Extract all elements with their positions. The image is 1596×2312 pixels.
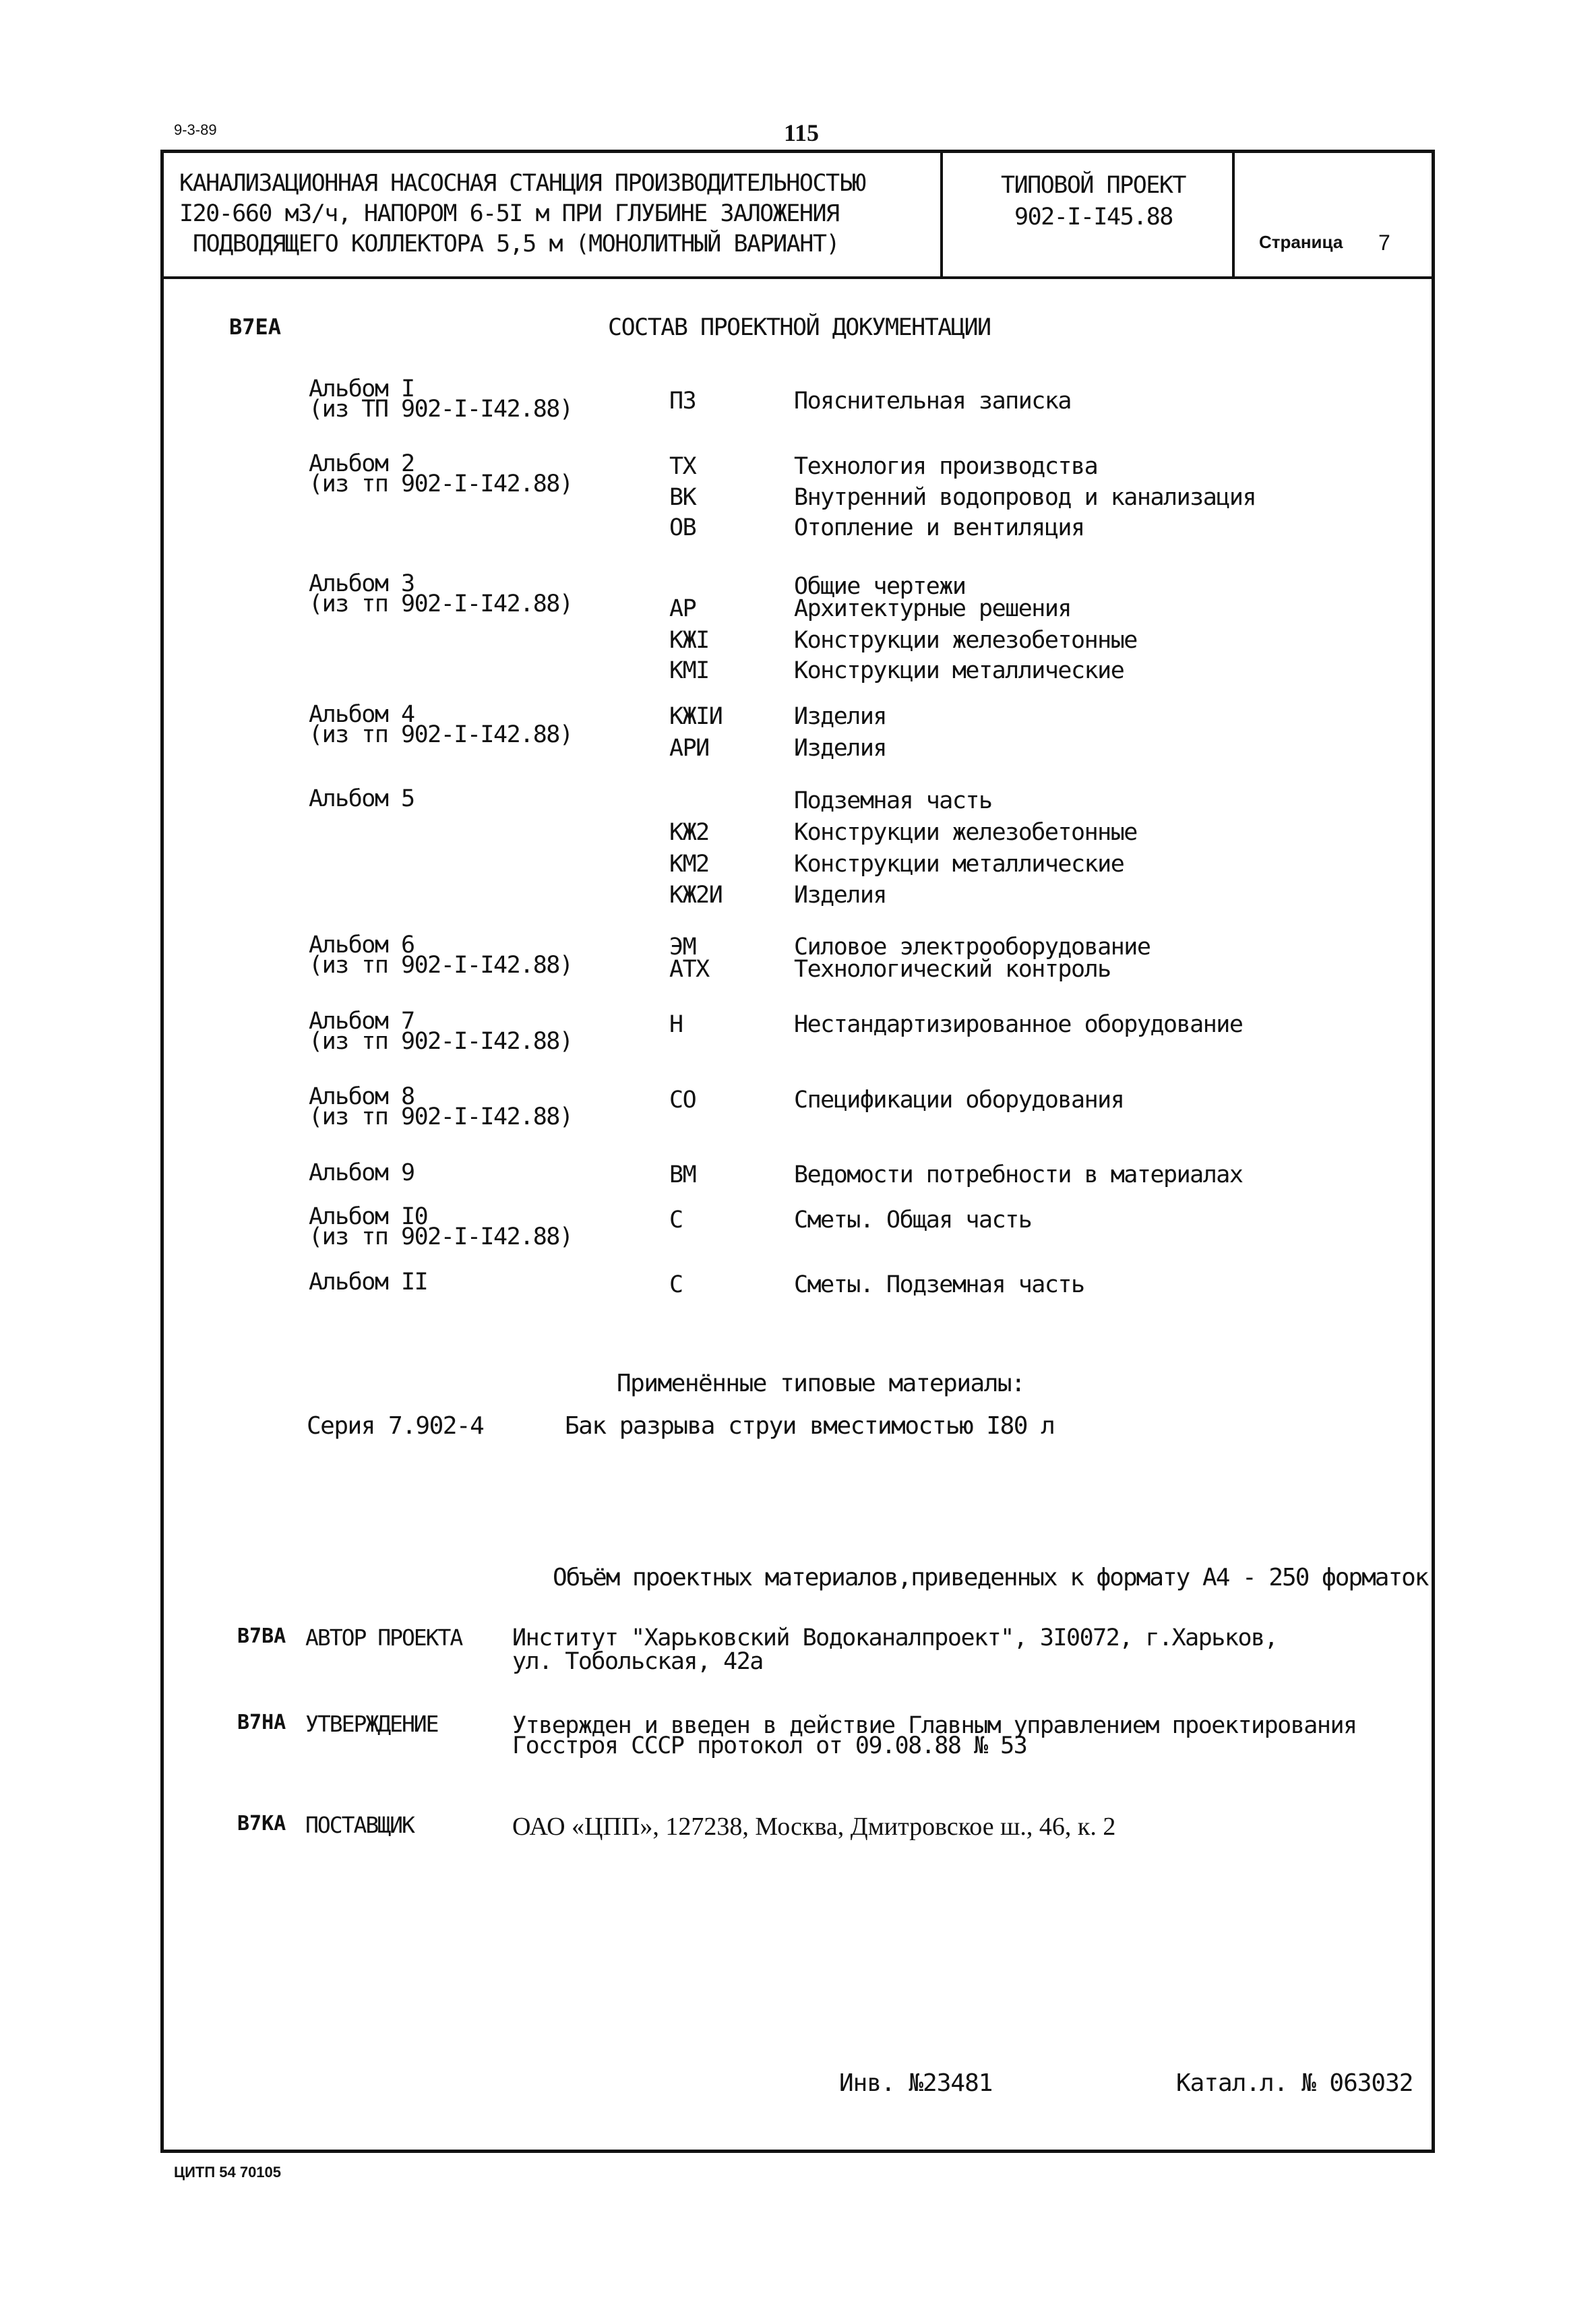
- doc-description: Пояснительная записка: [794, 388, 1072, 415]
- album-name: Альбом 4: [309, 701, 415, 728]
- album-name: Альбом 5: [309, 785, 415, 812]
- doc-code: КЖ2И: [669, 882, 723, 909]
- doc-description: Изделия: [794, 735, 887, 762]
- section-code: В7ЕА: [229, 314, 282, 340]
- doc-description: Изделия: [794, 703, 887, 730]
- doc-code: АРИ: [669, 735, 709, 762]
- doc-description: Подземная часть: [794, 787, 992, 814]
- album-source: (из тп 902-I-I42.88): [309, 470, 573, 497]
- credit-text: ОАО «ЦПП», 127238, Москва, Дмитровское ш., 46, к. 2: [512, 1813, 1116, 1841]
- credit-text: Утвержден и введен в действие Главным управлением проектирования: [512, 1712, 1357, 1739]
- doc-code: С: [669, 1271, 683, 1298]
- catalog-number: Катал.л. № 063032: [1176, 2069, 1413, 2097]
- volume-note: Объём проектных материалов,приведенных к формату А4 - 250 форматок: [553, 1564, 1428, 1591]
- footer-stamp: ЦИТП 54 70105: [174, 2164, 282, 2181]
- materials-description: Бак разрыва струи вместимостью I80 л: [565, 1412, 1055, 1440]
- doc-code: КМI: [669, 657, 709, 684]
- materials-heading: Применённые типовые материалы:: [617, 1370, 1025, 1397]
- doc-code: Н: [669, 1011, 683, 1038]
- album-name: Альбом I: [309, 375, 415, 402]
- album-name: Альбом 2: [309, 450, 415, 477]
- header-title-line-2: I20-660 м3/ч, НАПОРОМ 6-5I м ПРИ ГЛУБИНЕ ЗАЛОЖЕНИЯ: [179, 200, 839, 227]
- credit-text: ул. Тобольская, 42а: [512, 1648, 763, 1675]
- doc-description: Силовое электрооборудование: [794, 934, 1150, 961]
- album-source: (из ТП 902-I-I42.88): [309, 396, 573, 423]
- doc-description: Конструкции металлические: [794, 851, 1124, 878]
- album-name: Альбом 6: [309, 932, 415, 959]
- credit-text: Госстроя СССР протокол от 09.08.88 № 53: [512, 1732, 1027, 1759]
- doc-description: Архитектурные решения: [794, 595, 1072, 622]
- credit-label: УТВЕРЖДЕНИЕ: [305, 1711, 438, 1737]
- album-name: Альбом II: [309, 1269, 428, 1296]
- doc-description: Сметы. Общая часть: [794, 1207, 1032, 1234]
- doc-code: С: [669, 1207, 683, 1234]
- doc-code: ПЗ: [669, 388, 696, 415]
- inventory-number: Инв. №23481: [839, 2069, 993, 2097]
- doc-description: Ведомости потребности в материалах: [794, 1161, 1243, 1188]
- credit-label: АВТОР ПРОЕКТА: [305, 1624, 462, 1651]
- doc-code: СО: [669, 1087, 696, 1114]
- credit-text: Институт "Харьковский Водоканалпроект", 3I0072, г.Харьков,: [512, 1624, 1278, 1651]
- album-source: (из тп 902-I-I42.88): [309, 590, 573, 617]
- doc-description: Технологический контроль: [794, 956, 1111, 983]
- doc-code: ВМ: [669, 1161, 696, 1188]
- page-number: 115: [784, 119, 820, 146]
- doc-description: Спецификации оборудования: [794, 1087, 1124, 1114]
- page-label: Страница: [1259, 232, 1343, 252]
- header-divider: [160, 276, 1435, 279]
- header-title-line-3: ПОДВОДЯЩЕГО КОЛЛЕКТОРА 5,5 м (МОНОЛИТНЫЙ ВАРИАНТ): [193, 231, 840, 257]
- album-source: (из тп 902-I-I42.88): [309, 952, 573, 979]
- doc-description: Конструкции металлические: [794, 657, 1124, 684]
- album-name: Альбом 8: [309, 1083, 415, 1110]
- doc-code: ЭМ: [669, 934, 696, 961]
- album-source: (из тп 902-I-I42.88): [309, 1223, 573, 1250]
- doc-description: Отопление и вентиляция: [794, 514, 1084, 541]
- credit-code: В7НА: [237, 1711, 286, 1734]
- doc-description: Конструкции железобетонные: [794, 627, 1137, 654]
- doc-code: КЖIИ: [669, 703, 723, 730]
- doc-code: ОВ: [669, 514, 696, 541]
- album-source: (из тп 902-I-I42.88): [309, 1103, 573, 1130]
- album-name: Альбом 7: [309, 1008, 415, 1035]
- doc-code: АТХ: [669, 956, 709, 983]
- credit-code: В7КА: [237, 1812, 286, 1835]
- section-title: СОСТАВ ПРОЕКТНОЙ ДОКУМЕНТАЦИИ: [608, 314, 991, 341]
- doc-code: ТХ: [669, 453, 696, 480]
- album-name: Альбом 3: [309, 570, 415, 597]
- doc-code: АР: [669, 595, 696, 622]
- doc-code: КЖI: [669, 627, 709, 654]
- header-title-line-1: КАНАЛИЗАЦИОННАЯ НАСОСНАЯ СТАНЦИЯ ПРОИЗВОДИТЕЛЬНОСТЬЮ: [179, 170, 865, 197]
- header-col-divider-1: [940, 150, 943, 278]
- corner-code: 9-3-89: [174, 121, 217, 138]
- album-source: (из тп 902-I-I42.88): [309, 1028, 573, 1055]
- doc-code: КЖ2: [669, 819, 709, 846]
- doc-description: Конструкции железобетонные: [794, 819, 1137, 846]
- album-name: Альбом 9: [309, 1159, 415, 1186]
- doc-code: ВК: [669, 484, 696, 511]
- doc-description: Нестандартизированное оборудование: [794, 1011, 1243, 1038]
- album-source: (из тп 902-I-I42.88): [309, 721, 573, 748]
- album-name: Альбом I0: [309, 1203, 428, 1230]
- doc-description: Общие чертежи: [794, 573, 966, 600]
- doc-code: КМ2: [669, 851, 709, 878]
- doc-description: Технология производства: [794, 453, 1098, 480]
- page-value: 7: [1378, 231, 1390, 255]
- doc-description: Внутренний водопровод и канализация: [794, 484, 1256, 511]
- doc-description: Изделия: [794, 882, 887, 909]
- project-number: 902-I-I45.88: [1014, 204, 1173, 231]
- doc-description: Сметы. Подземная часть: [794, 1271, 1084, 1298]
- materials-series: Серия 7.902-4: [307, 1412, 484, 1440]
- credit-code: В7ВА: [237, 1624, 286, 1648]
- credit-label: ПОСТАВЩИК: [305, 1812, 414, 1838]
- project-label: ТИПОВОЙ ПРОЕКТ: [1001, 172, 1186, 199]
- header-col-divider-2: [1232, 150, 1235, 278]
